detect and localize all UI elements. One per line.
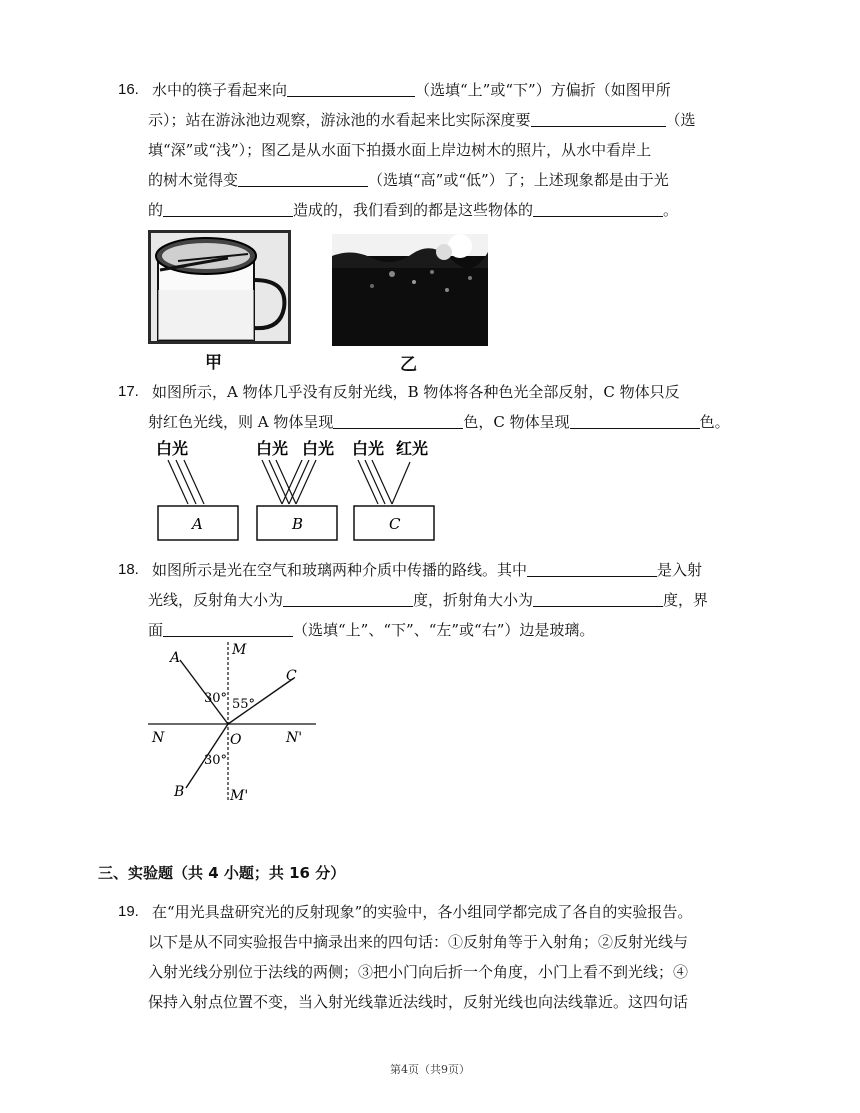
- q16-line5: [148, 200, 678, 220]
- q19-text: 保持入射点位置不变，当入射光线靠近法线时，反射光线也向法线靠近。这四句话: [148, 993, 689, 1011]
- q18-line3: [148, 620, 594, 640]
- figure-caption-yi: 乙: [400, 355, 417, 375]
- label-M: M: [232, 642, 247, 658]
- q19-line3: [148, 962, 688, 982]
- question-number-17: 17.: [118, 383, 139, 400]
- label-O: O: [230, 732, 242, 748]
- q16-text: 的: [148, 201, 164, 219]
- color-reflection-figure: [152, 436, 442, 544]
- q19-line4: [148, 992, 688, 1012]
- q16-text: （选: [665, 111, 696, 129]
- q16-line4: [148, 170, 669, 190]
- question-number-19: 19.: [118, 903, 139, 920]
- angle-label-1: 30°: [204, 691, 228, 706]
- rays-a: [168, 460, 204, 504]
- q16-text: 。: [663, 201, 679, 219]
- label-white-light-b1: 白光: [256, 439, 289, 458]
- q17-text: 色。: [699, 413, 730, 431]
- answer-blank[interactable]: [533, 590, 663, 607]
- trees-photo: [332, 234, 488, 346]
- q17-text: 如图所示，A 物体几乎没有反射光线，B 物体将各种色光全部反射，C 物体只反: [152, 383, 680, 401]
- label-A: A: [170, 650, 181, 666]
- q17-text: 色，C 物体呈现: [463, 413, 570, 431]
- q16-line2: [148, 110, 696, 130]
- q16-text: 水中的筷子看起来向: [152, 81, 288, 99]
- angle-label-2: 55°: [232, 697, 256, 712]
- label-red-light-c: 红光: [396, 439, 429, 458]
- q17-line1: [152, 382, 680, 402]
- answer-blank[interactable]: [163, 200, 293, 217]
- answer-blank[interactable]: [527, 560, 657, 577]
- q19-text: 以下是从不同实验报告中摘录出来的四句话：①反射角等于入射角；②反射光线与: [148, 933, 689, 951]
- q19-line1: [152, 902, 692, 922]
- answer-blank[interactable]: [287, 80, 415, 97]
- rays-c: [358, 460, 410, 504]
- answer-blank[interactable]: [333, 412, 463, 429]
- q17-text: 射红色光线，则 A 物体呈现: [148, 413, 334, 431]
- figure-caption-jia: 甲: [205, 353, 222, 373]
- q18-text: 光线，反射角大小为: [148, 591, 284, 609]
- q18-text: 如图所示是光在空气和玻璃两种介质中传播的路线。其中: [152, 561, 528, 579]
- q19-line2: [148, 932, 688, 952]
- refraction-diagram: [146, 640, 326, 808]
- answer-blank[interactable]: [163, 620, 293, 637]
- answer-blank[interactable]: [570, 412, 700, 429]
- rays-b: [262, 460, 316, 504]
- q18-text: 度，界: [663, 591, 709, 609]
- q17-line2: [148, 412, 730, 432]
- q18-line1: [152, 560, 702, 580]
- q16-text: 的树木觉得变: [148, 171, 239, 189]
- cup-photo: [148, 230, 291, 344]
- q19-text: 入射光线分别位于法线的两侧；③把小门向后折一个角度，小门上看不到光线；④: [148, 963, 689, 981]
- q16-text: 填“深”或“浅”）；图乙是从水面下拍摄水面上岸边树木的照片，从水中看岸上: [148, 141, 652, 159]
- q18-text: 面: [148, 621, 164, 639]
- label-N-prime: N': [286, 730, 303, 746]
- question-number-18: 18.: [118, 561, 139, 578]
- q19-text: 在“用光具盘研究光的反射现象”的实验中，各小组同学都完成了各自的实验报告。: [152, 903, 693, 921]
- q16-text: （选填“上”或“下”）方偏折（如图甲所: [415, 81, 671, 99]
- answer-blank[interactable]: [531, 110, 666, 127]
- q18-line2: [148, 590, 708, 610]
- answer-blank[interactable]: [283, 590, 413, 607]
- angle-label-3: 30°: [204, 753, 228, 768]
- question-number-16: 16.: [118, 81, 139, 98]
- q18-text: 度，折射角大小为: [413, 591, 534, 609]
- box-label-c: C: [389, 515, 401, 533]
- q16-line3: [148, 140, 651, 160]
- q16-text: （选填“高”或“低”）了；上述现象都是由于光: [368, 171, 669, 189]
- section-heading-experiments: 三、实验题（共 4 小题；共 16 分）: [98, 864, 346, 882]
- box-label-b: B: [292, 515, 304, 533]
- q18-text: 是入射: [657, 561, 703, 579]
- label-white-light-c: 白光: [352, 439, 385, 458]
- label-B: B: [174, 784, 185, 800]
- label-white-light-a: 白光: [156, 439, 189, 458]
- answer-blank[interactable]: [533, 200, 663, 217]
- q18-text: （选填“上”、“下”、“左”或“右”）边是玻璃。: [293, 621, 595, 639]
- label-C: C: [286, 668, 297, 684]
- label-N: N: [152, 730, 165, 746]
- q16-line1: [152, 80, 671, 100]
- q16-text: 示）；站在游泳池边观察，游泳池的水看起来比实际深度要: [148, 111, 531, 129]
- label-white-light-b2: 白光: [302, 439, 335, 458]
- page-footer: 第4页（共9页）: [390, 1063, 470, 1076]
- q16-text: 造成的，我们看到的都是这些物体的: [293, 201, 534, 219]
- answer-blank[interactable]: [238, 170, 368, 187]
- label-M-prime: M': [230, 788, 249, 804]
- box-label-a: A: [192, 515, 203, 533]
